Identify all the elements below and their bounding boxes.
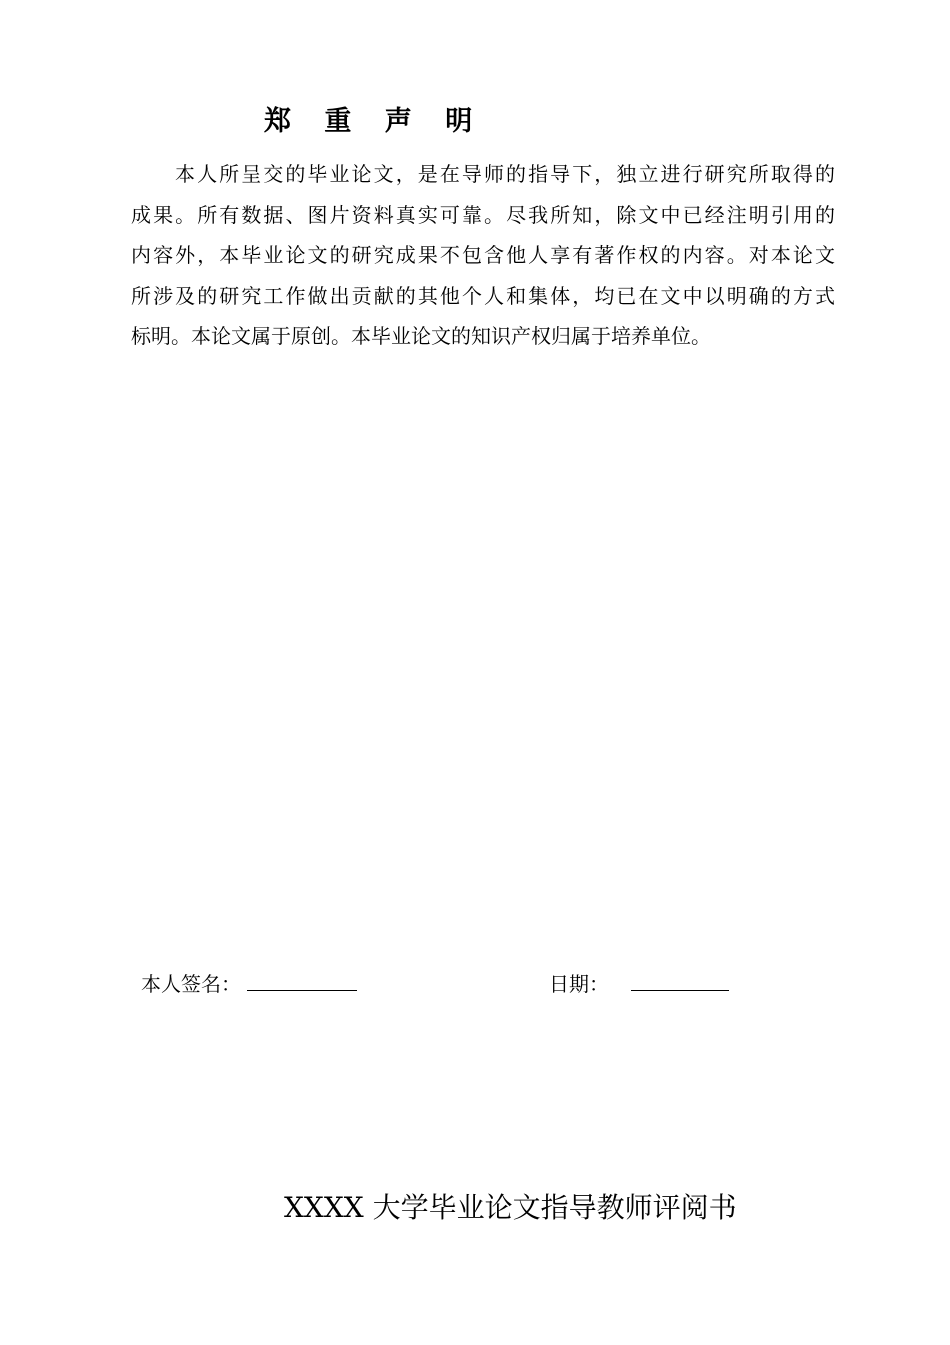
date-block bbox=[549, 966, 729, 1002]
declaration-line-2: 成果。所有数据、图片资料真实可靠。尽我所知，除文中已经注明引用的 bbox=[131, 202, 835, 227]
signature-block bbox=[141, 966, 357, 1002]
declaration-line-3: 内容外，本毕业论文的研究成果不包含他人享有著作权的内容。对本论文 bbox=[131, 243, 835, 267]
date-label: 日期： bbox=[549, 972, 609, 996]
declaration-body bbox=[131, 154, 835, 357]
declaration-line-5: 标明。本论文属于原创。本毕业论文的知识产权归属于培养单位。 bbox=[131, 324, 711, 348]
declaration-line-1: 本人所呈交的毕业论文，是在导师的指导下，独立进行研究所取得的 bbox=[175, 162, 835, 186]
date-blank-line[interactable] bbox=[631, 968, 729, 991]
declaration-title: 郑 重 声 明 bbox=[264, 106, 485, 137]
declaration-line-4: 所涉及的研究工作做出贡献的其他个人和集体，均已在文中以明确的方式 bbox=[131, 283, 835, 308]
next-section-title: XXXX 大学毕业论文指导教师评阅书 bbox=[284, 1191, 737, 1224]
signature-row bbox=[0, 966, 950, 1002]
signature-blank-line[interactable] bbox=[247, 968, 357, 991]
signature-label: 本人签名： bbox=[141, 972, 241, 996]
